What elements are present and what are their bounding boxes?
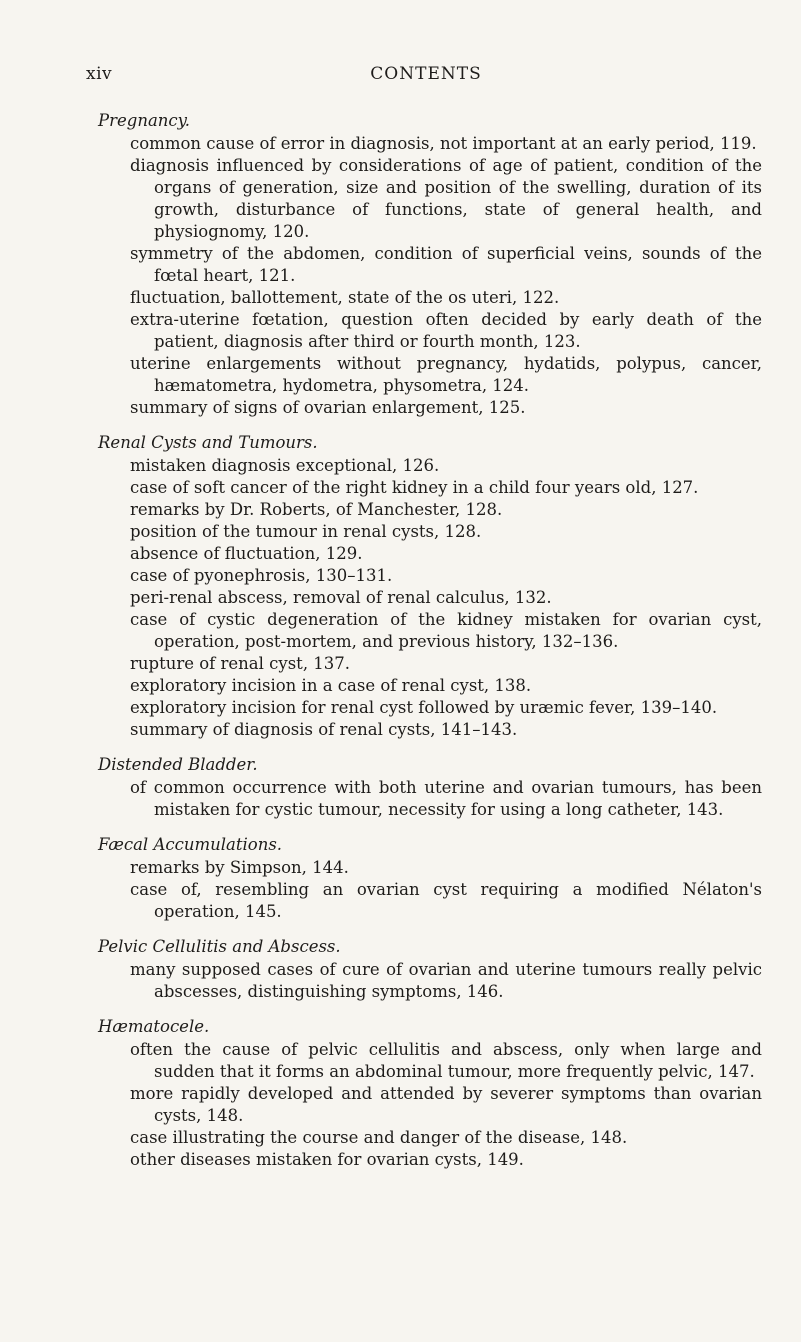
entry-list (130, 1039, 762, 1171)
running-head (86, 64, 766, 90)
entry-list (130, 455, 762, 741)
contents-entry: extra-uterine fœtation, question often decided by early death of the patient, diagnosis after third or fourth month, 123. (130, 310, 762, 351)
contents-entry: case of soft cancer of the right kidney in a child four years old, 127. (130, 478, 699, 497)
page-number: xiv (86, 64, 113, 84)
contents-entry: summary of diagnosis of renal cysts, 141–143. (130, 720, 518, 739)
section-title: Pelvic Cellulitis and Abscess. (98, 937, 341, 956)
contents-entry: case of, resembling an ovarian cyst requiring a modified Nélaton's operation, 145. (130, 880, 762, 921)
contents-entry: mistaken diagnosis exceptional, 126. (130, 456, 440, 475)
contents-entry: rupture of renal cyst, 137. (130, 654, 351, 673)
contents-entry: position of the tumour in renal cysts, 128. (130, 522, 482, 541)
contents-entry: uterine enlargements without pregnancy, hydatids, polypus, cancer, hæmatometra, hydometra, physometra, 124. (130, 354, 762, 395)
section-title: Pregnancy. (98, 111, 191, 130)
running-title: CONTENTS (370, 64, 482, 84)
section-title: Distended Bladder. (98, 755, 258, 774)
contents-entry: often the cause of pelvic cellulitis and abscess, only when large and sudden that it forms an abdominal tumour, more frequently pelvic, 147. (130, 1040, 762, 1081)
contents-entry: remarks by Simpson, 144. (130, 858, 349, 877)
contents-entry: summary of signs of ovarian enlargement, 125. (130, 398, 526, 417)
contents-entry: exploratory incision for renal cyst followed by uræmic fever, 139–140. (130, 698, 718, 717)
contents-entry: peri-renal abscess, removal of renal calculus, 132. (130, 588, 552, 607)
entry-list (130, 959, 762, 1003)
contents-entry: case of pyonephrosis, 130–131. (130, 566, 393, 585)
contents-body (92, 110, 762, 1184)
contents-entry: case of cystic degeneration of the kidney mistaken for ovarian cyst, operation, post-mortem, and previous history, 132–136. (130, 610, 762, 651)
contents-entry: diagnosis influenced by considerations of age of patient, condition of the organs of generation, size and position of the swelling, duration of its growth, disturbance of functions, state of general health, and physiognomy, 120. (130, 156, 762, 241)
entry-list (130, 777, 762, 821)
entry-list (130, 857, 762, 923)
contents-section (92, 1016, 762, 1171)
contents-entry: of common occurrence with both uterine and ovarian tumours, has been mistaken for cystic tumour, necessity for using a long catheter, 143. (130, 778, 762, 819)
section-title: Hæmatocele. (98, 1017, 210, 1036)
contents-entry: many supposed cases of cure of ovarian and uterine tumours really pelvic abscesses, distinguishing symptoms, 146. (130, 960, 762, 1001)
contents-section (92, 834, 762, 923)
contents-entry: absence of fluctuation, 129. (130, 544, 363, 563)
contents-section (92, 110, 762, 419)
contents-entry: remarks by Dr. Roberts, of Manchester, 128. (130, 500, 503, 519)
contents-section (92, 936, 762, 1003)
section-title: Fæcal Accumulations. (98, 835, 283, 854)
contents-section (92, 432, 762, 741)
contents-entry: symmetry of the abdomen, condition of superficial veins, sounds of the fœtal heart, 121. (130, 244, 762, 285)
contents-entry: more rapidly developed and attended by severer symptoms than ovarian cysts, 148. (130, 1084, 762, 1125)
contents-entry: case illustrating the course and danger of the disease, 148. (130, 1128, 628, 1147)
contents-entry: other diseases mistaken for ovarian cysts, 149. (130, 1150, 524, 1169)
contents-entry: fluctuation, ballottement, state of the os uteri, 122. (130, 288, 560, 307)
contents-entry: common cause of error in diagnosis, not important at an early period, 119. (130, 134, 757, 153)
contents-entry: exploratory incision in a case of renal cyst, 138. (130, 676, 532, 695)
section-title: Renal Cysts and Tumours. (98, 433, 318, 452)
entry-list (130, 133, 762, 419)
contents-section (92, 754, 762, 821)
